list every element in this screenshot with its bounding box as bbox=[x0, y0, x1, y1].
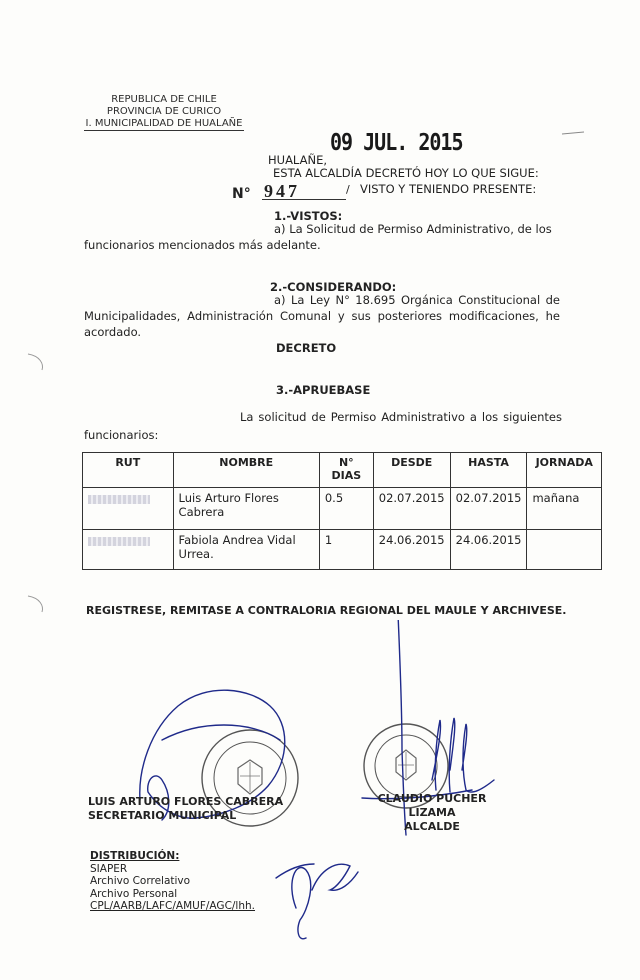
header-province: PROVINCIA DE CURICO bbox=[106, 106, 222, 117]
closing-line: REGISTRESE, REMITASE A CONTRALORIA REGIONAL DEL MAULE Y ARCHIVESE. bbox=[86, 604, 567, 617]
distribution-item: Archivo Correlativo bbox=[90, 875, 191, 887]
cell-hasta: 02.07.2015 bbox=[450, 488, 527, 530]
header-country: REPUBLICA DE CHILE bbox=[111, 94, 217, 105]
apruebase-text-a: La solicitud de Permiso Administrativo a los siguientes bbox=[240, 410, 562, 424]
considerando-heading: 2.-CONSIDERANDO: bbox=[270, 280, 397, 294]
place-name: HUALAÑE, bbox=[268, 153, 327, 167]
distribution-item: SIAPER bbox=[90, 862, 128, 875]
header-hasta: HASTA bbox=[450, 453, 527, 488]
distribution-item: CPL/AARB/LAFC/AMUF/AGC/lhh. bbox=[90, 900, 256, 912]
apruebase-heading: 3.-APRUEBASE bbox=[276, 383, 371, 397]
cell-rut bbox=[83, 530, 174, 570]
table-row bbox=[83, 530, 602, 570]
redacted-rut bbox=[88, 537, 150, 546]
cell-jornada bbox=[527, 530, 602, 570]
vistos-text-a: a) La Solicitud de Permiso Administrativo, de los bbox=[274, 222, 552, 236]
decree-number-line bbox=[262, 199, 346, 200]
header-nombre: NOMBRE bbox=[173, 453, 319, 488]
cell-jornada: mañana bbox=[527, 488, 602, 530]
date-stamp: 09 JUL. 2015 bbox=[330, 128, 463, 156]
considerando-text-c: acordado. bbox=[84, 325, 142, 339]
punch-hole-bottom bbox=[22, 592, 52, 632]
header-municipality: I. MUNICIPALIDAD DE HUALAÑE bbox=[85, 118, 243, 129]
header-dias: N° DIAS bbox=[319, 453, 373, 488]
visto-slash: / bbox=[346, 183, 350, 196]
decreto-label: DECRETO bbox=[276, 341, 337, 355]
punch-hole-top bbox=[22, 350, 52, 390]
distribution-item: Archivo Personal bbox=[90, 887, 178, 900]
visto-line: VISTO Y TENIENDO PRESENTE: bbox=[360, 182, 537, 196]
redacted-rut bbox=[88, 495, 150, 504]
table-header-row bbox=[83, 453, 602, 488]
cell-nombre: Fabiola Andrea Vidal Urrea. bbox=[173, 530, 319, 570]
apruebase-text-b: funcionarios: bbox=[84, 428, 159, 442]
considerando-text-b: Municipalidades, Administración Comunal y sus posteriores modificaciones, he bbox=[84, 309, 560, 323]
cell-dias: 0.5 bbox=[319, 488, 373, 530]
vistos-text-b: funcionarios mencionados más adelante. bbox=[84, 238, 321, 252]
cell-desde: 24.06.2015 bbox=[373, 530, 450, 570]
decree-number-prefix: N° bbox=[232, 186, 251, 202]
stray-mark bbox=[560, 128, 590, 140]
cell-desde: 02.07.2015 bbox=[373, 488, 450, 530]
header-jornada: JORNADA bbox=[527, 453, 602, 488]
distribution-heading: DISTRIBUCIÓN: bbox=[90, 850, 180, 862]
header-desde: DESDE bbox=[373, 453, 450, 488]
cell-nombre: Luis Arturo Flores Cabrera bbox=[173, 488, 319, 530]
table-row bbox=[83, 488, 602, 530]
cell-rut bbox=[83, 488, 174, 530]
decree-intro: ESTA ALCALDÍA DECRETÓ HOY LO QUE SIGUE: bbox=[273, 166, 539, 180]
mayor-name: CLAUDIO PUCHER LIZAMA bbox=[377, 792, 487, 819]
secretary-block bbox=[88, 795, 283, 823]
cell-dias: 1 bbox=[319, 530, 373, 570]
decree-number: 947 bbox=[264, 181, 300, 201]
cell-hasta: 24.06.2015 bbox=[450, 530, 527, 570]
header-rut: RUT bbox=[83, 453, 174, 488]
mayor-title: ALCALDE bbox=[404, 820, 460, 833]
municipality-header bbox=[84, 94, 244, 131]
secretary-name: LUIS ARTURO FLORES CABRERA bbox=[88, 795, 284, 808]
permission-table bbox=[82, 452, 602, 570]
considerando-text-a: a) La Ley N° 18.695 Orgánica Constitucional de bbox=[274, 293, 560, 307]
vistos-heading: 1.-VISTOS: bbox=[274, 209, 343, 223]
secretary-title: SECRETARIO MUNICIPAL bbox=[88, 809, 237, 822]
mayor-block bbox=[356, 792, 508, 834]
distribution-block bbox=[90, 850, 255, 913]
